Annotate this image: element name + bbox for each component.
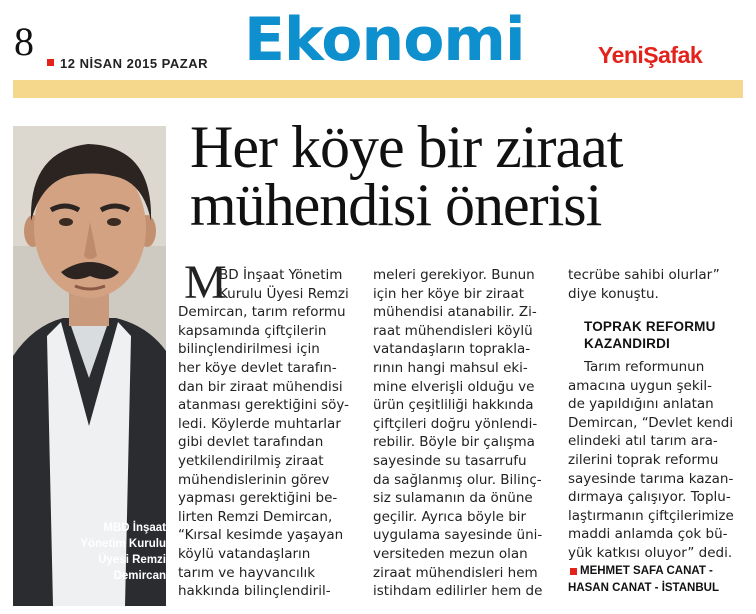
headline (190, 114, 750, 238)
text-line: rının hangi mahsul eki- (373, 359, 528, 376)
text-line: da sağlanmış olur. Bilinç- (373, 471, 542, 488)
caption-line: Demircan (113, 570, 166, 582)
text-line: elindeki atıl tarım ara- (568, 433, 718, 450)
caption-line: Üyesi Remzi (98, 554, 166, 566)
text-line: amacına uygun şekil- (568, 377, 713, 394)
text-line: tecrübe sahibi olurlar” (568, 267, 720, 283)
article-column-3-top (568, 266, 720, 303)
text-line: laştırmanın çiftçilerimize (568, 507, 734, 524)
text-line: zilerini toprak reformu (568, 451, 719, 468)
text-line: bilinçlendirilmesi için (178, 341, 320, 358)
text-line: mine elverişli olduğu ve (373, 378, 535, 395)
byline (568, 563, 719, 596)
text-line: mühendislerinin görev (178, 471, 330, 488)
text-line: gibi devlet tarafından (178, 434, 324, 451)
issue-date: 12 NİSAN 2015 PAZAR (60, 56, 208, 71)
subheading-line: KAZANDIRDI (584, 336, 670, 351)
text-line: lirten Remzi Demircan, (178, 508, 333, 525)
header-band (13, 80, 743, 98)
headline-line-1: Her köye bir ziraat (190, 114, 623, 180)
page-number: 8 (14, 19, 34, 64)
drop-cap: M (184, 256, 227, 309)
text-line: yapması gerektiğini be- (178, 490, 338, 507)
text-line: atanması gerektiğini söy- (178, 397, 350, 414)
text-line: tarım ve hayvancılık (178, 564, 316, 581)
text-line: de yapıldığını anlatan (568, 396, 714, 413)
text-line: raat mühendisleri köylü (373, 322, 533, 339)
subheading-line: TOPRAK REFORMU (584, 319, 716, 334)
byline-line: HASAN CANAT - İSTANBUL (568, 581, 719, 594)
text-line: yetkilendirilmiş ziraat (178, 452, 324, 469)
text-line: Demircan, tarım reformu (178, 304, 346, 321)
text-line: dan bir ziraat mühendisi (178, 378, 343, 395)
subheading (584, 318, 716, 352)
photo-caption (50, 520, 166, 584)
text-line: Demircan, “Devlet kendi (568, 414, 734, 431)
text-line: her köye devlet tarafın- (178, 359, 337, 376)
article-column-2 (373, 266, 542, 601)
text-line: versiteden mezun olan (373, 545, 528, 562)
text-line: uygulama sayesinde üni- (373, 527, 543, 544)
headline-line-2: mühendisi önerisi (190, 172, 602, 238)
text-line: mühendisi atanabilir. Zi- (373, 304, 537, 321)
text-line: hakkında bilinçlendiril- (178, 583, 331, 600)
text-line: yük katkısı oluyor” dedi. (568, 544, 733, 561)
text-line: siz sulamanın da önüne (373, 490, 533, 507)
text-line: ledi. Köylerde muhtarlar (178, 415, 341, 432)
text-line: dırmaya çalışıyor. Toplu- (568, 489, 731, 506)
text-line: istihdam edilirler hem de (373, 583, 543, 600)
newspaper-logo: YeniŞafak (598, 42, 703, 68)
text-line: ürün çeşitliliği hakkında (373, 397, 534, 414)
caption-line: Yönetim Kurulu (80, 538, 166, 550)
text-line: çiftçileri doğru yönlendi- (373, 415, 538, 432)
text-line: BD İnşaat Yönetim (219, 267, 343, 283)
text-line: meleri gerekiyor. Bunun (373, 267, 535, 283)
text-line: Kurulu Üyesi Remzi (219, 285, 349, 302)
article-column-1 (178, 266, 349, 601)
article-column-3-bottom (568, 358, 734, 563)
caption-line: MBD İnşaat (103, 522, 166, 534)
text-line: köylü vatandaşların (178, 545, 311, 562)
text-line: kapsamında çiftçilerin (178, 322, 327, 339)
text-line: geçilir. Ayrıca böyle bir (373, 508, 527, 525)
text-line: rebilir. Böyle bir çalışma (373, 434, 535, 451)
text-line: diye konuştu. (568, 285, 659, 302)
text-line: “Kırsal kesimde yaşayan (178, 527, 344, 544)
byline-line: MEHMET SAFA CANAT - (580, 565, 713, 577)
text-line: Tarım reformunun (584, 359, 705, 375)
text-line: için her köye bir ziraat (373, 285, 525, 302)
text-line: ziraat mühendisleri hem (373, 564, 538, 581)
text-line: maddi anlamda çok bü- (568, 526, 728, 543)
text-line: sayesinde tarıma kazan- (568, 470, 734, 487)
text-line: vatandaşların toprakla- (373, 341, 531, 358)
text-line: sayesinde su tasarrufu (373, 452, 527, 469)
date-marker-icon (47, 59, 54, 66)
section-title: Ekonomi (244, 5, 525, 75)
